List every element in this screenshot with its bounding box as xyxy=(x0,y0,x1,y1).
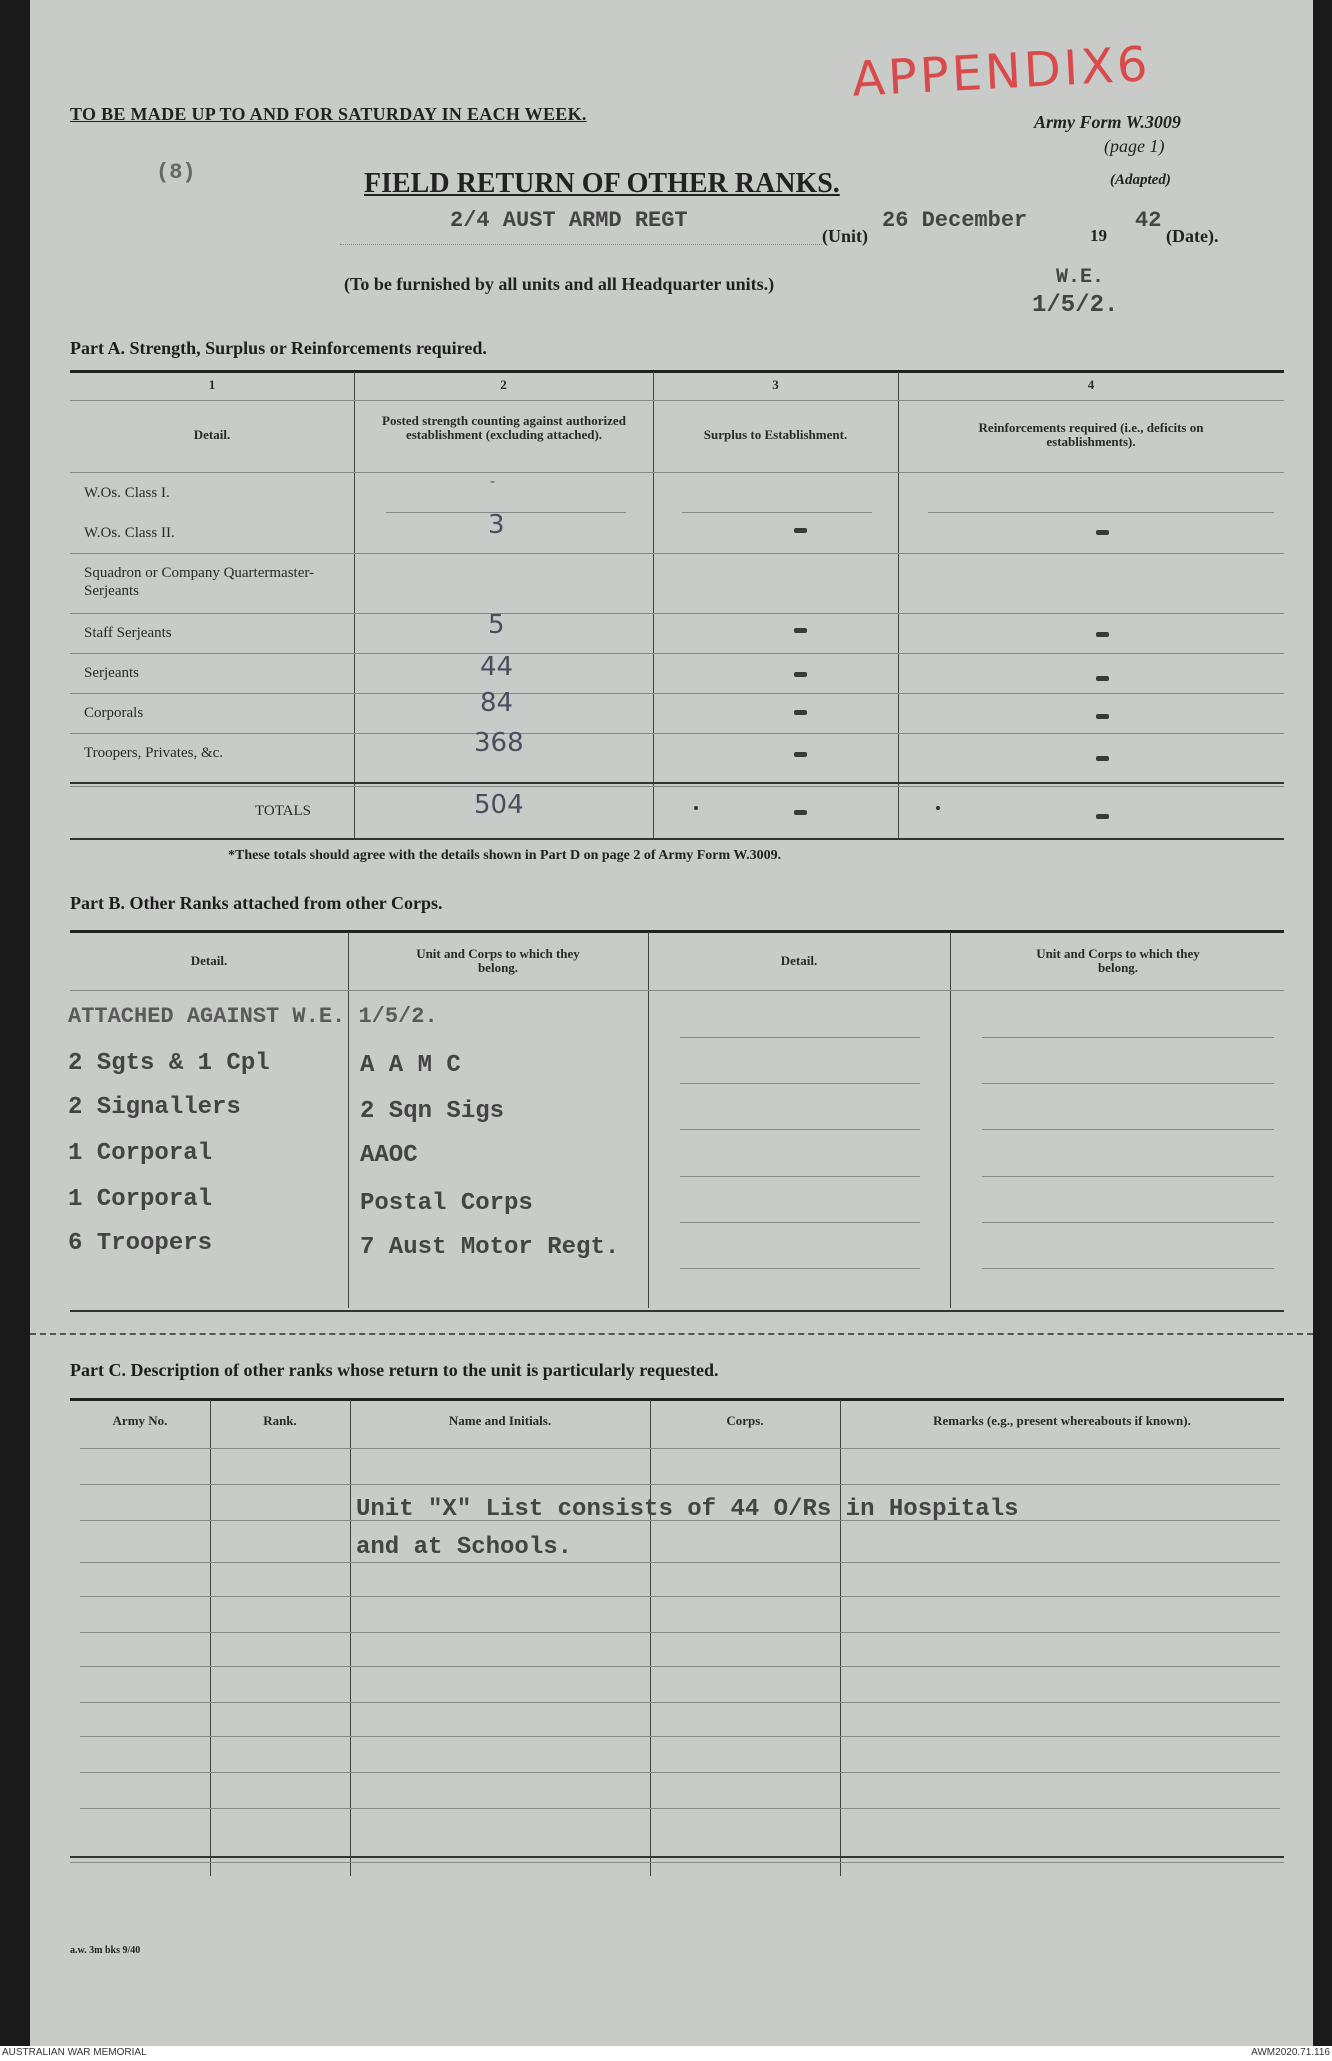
part-a-header-reinforcements: Reinforcements required (i.e., deficits on establishments). xyxy=(978,420,1204,449)
row-rule xyxy=(80,1808,1280,1809)
row-rule xyxy=(680,1083,920,1084)
unit-underline xyxy=(340,244,822,245)
row-rule xyxy=(680,1037,920,1038)
row-label-troopers: Troopers, Privates, &c. xyxy=(84,745,224,761)
part-b-top-rule xyxy=(70,930,1284,933)
adapted-label: (Adapted) xyxy=(1110,172,1171,188)
part-a-title: Part A. Strength, Surplus or Reinforcements required. xyxy=(70,338,487,358)
strength-staff-serjeants: 5 xyxy=(488,610,505,640)
row-rule xyxy=(982,1176,1274,1177)
year-suffix: 42 xyxy=(1135,208,1162,233)
reinforcement-dash xyxy=(1096,632,1109,637)
attached-against-line: ATTACHED AGAINST W.E. 1/5/2. xyxy=(68,1004,438,1029)
row-rule xyxy=(80,1702,1280,1703)
part-c-note-line-2: and at Schools. xyxy=(356,1534,573,1561)
part-a-header-rule xyxy=(70,472,1284,473)
form-sheet xyxy=(30,0,1313,2046)
attached-detail-3: 1 Corporal xyxy=(68,1140,213,1167)
part-b-col-divider-2 xyxy=(648,932,649,1308)
part-b-header-detail-1: Detail. xyxy=(190,953,228,968)
copy-number: (8) xyxy=(156,160,196,185)
part-b-title: Part B. Other Ranks attached from other Corps. xyxy=(70,893,443,913)
perforation-line xyxy=(30,1333,1313,1335)
surplus-dash xyxy=(794,528,807,533)
part-c-header-remarks: Remarks (e.g., present whereabouts if known). xyxy=(933,1413,1191,1428)
part-a-bottom-rule xyxy=(70,838,1284,840)
reinforcement-dash xyxy=(1096,676,1109,681)
row-label-wo-class-1: W.Os. Class I. xyxy=(84,485,170,501)
archive-name: AUSTRALIAN WAR MEMORIAL xyxy=(2,2047,147,2058)
instruction-text: TO BE MADE UP TO AND FOR SATURDAY IN EACH WEEK. xyxy=(70,104,587,124)
attached-unit-3: AAOC xyxy=(360,1142,418,1169)
row-rule xyxy=(80,1666,1280,1667)
row-label-serjeants: Serjeants xyxy=(84,665,139,681)
row-rule xyxy=(70,613,1284,614)
row-rule xyxy=(680,1222,920,1223)
part-c-col-divider-1 xyxy=(210,1400,211,1876)
date-label: (Date). xyxy=(1166,226,1219,246)
row-rule xyxy=(80,1736,1280,1737)
row-label-corporals: Corporals xyxy=(84,705,144,721)
row-rule xyxy=(80,1632,1280,1633)
date-value: 26 December xyxy=(882,208,1028,233)
part-c-header-corps: Corps. xyxy=(726,1413,764,1428)
row-rule xyxy=(70,653,1284,654)
part-a-header-detail: Detail. xyxy=(193,427,231,442)
part-b-header-rule xyxy=(70,990,1284,991)
row-rule xyxy=(80,1448,1280,1449)
part-b-bottom-rule xyxy=(70,1310,1284,1312)
row-rule xyxy=(982,1268,1274,1269)
attached-unit-5: 7 Aust Motor Regt. xyxy=(360,1234,620,1261)
row-rule xyxy=(70,693,1284,694)
part-a-col-num-3: 3 xyxy=(772,377,779,392)
part-c-col-divider-4 xyxy=(840,1400,841,1876)
part-a-header-strength: Posted strength counting against authorized establishment (excluding attached). xyxy=(382,413,626,442)
archive-reference: AWM2020.71.116 xyxy=(1251,2047,1330,2058)
part-c-header-army-no: Army No. xyxy=(112,1413,168,1428)
row-label-wo-class-2: W.Os. Class II. xyxy=(84,525,175,541)
reinforcement-dash xyxy=(1096,756,1109,761)
row-rule xyxy=(680,1268,920,1269)
we-reference-2: 1/5/2. xyxy=(1032,292,1119,319)
attached-detail-4: 1 Corporal xyxy=(68,1186,213,1213)
row-rule xyxy=(680,1129,920,1130)
surplus-dash xyxy=(794,710,807,715)
totals-label: TOTALS xyxy=(255,803,312,819)
strength-wo-class-2: 3 xyxy=(488,510,505,540)
row-label-quartermaster-text: Squadron or Company Quartermaster-Serjeants xyxy=(84,565,315,599)
totals-rule-top-2 xyxy=(70,786,1284,787)
part-c-col-divider-3 xyxy=(650,1400,651,1876)
row-rule xyxy=(70,733,1284,734)
row-rule xyxy=(928,512,1274,513)
part-c-note-line-1: Unit "X" List consists of 44 O/Rs in Hospitals xyxy=(356,1496,1019,1523)
strength-serjeants: 44 xyxy=(480,652,514,682)
appendix-annotation: APPENDIX6 xyxy=(850,36,1152,108)
part-c-col-divider-2 xyxy=(350,1400,351,1876)
row-rule xyxy=(80,1596,1280,1597)
attached-detail-5: 6 Troopers xyxy=(68,1230,213,1257)
part-b-col-divider-1 xyxy=(348,932,349,1308)
row-rule xyxy=(70,553,1284,554)
row-rule xyxy=(982,1222,1274,1223)
row-rule xyxy=(682,512,872,513)
reinforcement-dash xyxy=(1096,714,1109,719)
strength-corporals: 84 xyxy=(480,688,514,718)
surplus-dash xyxy=(794,752,807,757)
part-b-header-detail-2: Detail. xyxy=(780,953,818,968)
row-rule xyxy=(982,1083,1274,1084)
part-b-header-unit-2: Unit and Corps to which they belong. xyxy=(1036,946,1200,975)
part-c-header-name: Name and Initials. xyxy=(448,1413,552,1428)
part-a-col-divider-1 xyxy=(354,372,355,838)
part-a-footnote: *These totals should agree with the details shown in Part D on page 2 of Army Form W.3009. xyxy=(228,848,782,863)
part-c-header-rank: Rank. xyxy=(263,1413,297,1428)
surplus-dash xyxy=(794,672,807,677)
strength-troopers: 368 xyxy=(474,728,524,758)
part-a-col-num-1: 1 xyxy=(208,377,216,392)
attached-detail-1: 2 Sgts & 1 Cpl xyxy=(68,1050,270,1077)
archive-strip xyxy=(0,2046,1332,2061)
page-number: (page 1) xyxy=(1104,136,1165,156)
row-rule xyxy=(982,1129,1274,1130)
furnished-note: (To be furnished by all units and all Headquarter units.) xyxy=(344,274,775,294)
row-rule xyxy=(80,1562,1280,1563)
attached-unit-4: Postal Corps xyxy=(360,1190,533,1217)
strength-wo-class-1: - xyxy=(490,474,496,490)
row-rule xyxy=(982,1037,1274,1038)
attached-detail-2: 2 Signallers xyxy=(68,1094,241,1121)
attached-unit-1: A A M C xyxy=(360,1052,461,1079)
part-c-bottom-rule-2 xyxy=(70,1862,1284,1863)
totals-reinforcement-dash xyxy=(1096,814,1109,819)
part-c-title: Part C. Description of other ranks whose return to the unit is particularly requested. xyxy=(70,1360,719,1380)
form-title: FIELD RETURN OF OTHER RANKS. xyxy=(364,168,840,199)
unit-value: 2/4 AUST ARMD REGT xyxy=(450,208,688,233)
surplus-dash xyxy=(794,628,807,633)
row-rule xyxy=(386,512,626,513)
part-a-col-divider-3 xyxy=(898,372,899,838)
part-a-num-rule xyxy=(70,400,1284,401)
year-prefix: 19 xyxy=(1090,226,1107,245)
row-label-staff-serjeants: Staff Serjeants xyxy=(84,625,172,641)
print-code: a.w. 3m bks 9/40 xyxy=(70,1945,141,1956)
form-number: Army Form W.3009 xyxy=(1034,112,1181,132)
unit-label: (Unit) xyxy=(822,226,868,246)
attached-unit-2: 2 Sqn Sigs xyxy=(360,1098,505,1125)
we-reference-1: W.E. xyxy=(1056,266,1105,289)
reinforcement-dash xyxy=(1096,530,1109,535)
totals-marker-dot xyxy=(936,806,940,810)
part-a-header-surplus: Surplus to Establishment. xyxy=(703,427,848,442)
part-c-top-rule xyxy=(70,1398,1284,1401)
row-rule xyxy=(80,1484,1280,1485)
row-label-quartermaster xyxy=(84,564,344,600)
part-a-col-num-2: 2 xyxy=(500,377,507,392)
totals-surplus-dash xyxy=(794,810,807,815)
part-a-col-num-4: 4 xyxy=(1087,377,1095,392)
totals-rule-top xyxy=(70,782,1284,784)
part-b-header-unit-1: Unit and Corps to which they belong. xyxy=(416,946,580,975)
part-b-col-divider-3 xyxy=(950,932,951,1308)
part-a-top-rule xyxy=(70,370,1284,373)
totals-marker-dot xyxy=(694,806,698,810)
totals-strength: 504 xyxy=(474,790,524,820)
row-rule xyxy=(80,1772,1280,1773)
part-c-bottom-rule xyxy=(70,1856,1284,1858)
row-rule xyxy=(680,1176,920,1177)
